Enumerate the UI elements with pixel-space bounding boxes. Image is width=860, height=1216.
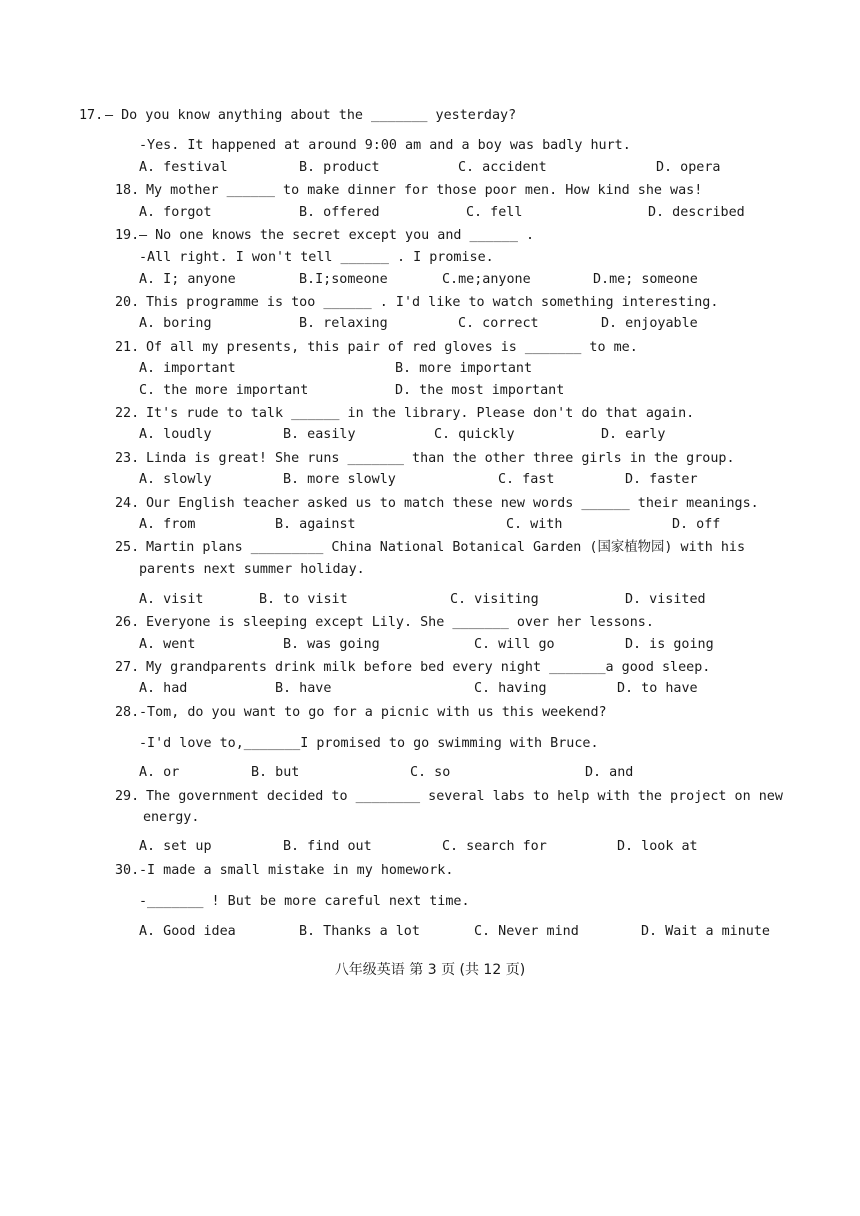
question-number: 18. [115,183,140,198]
option-c: C. search for [442,839,547,854]
question-text: -I'd love to,_______I promised to go swimming with Bruce. [139,736,599,751]
option-d: D. faster [625,472,698,487]
option-d: D. to have [617,681,698,696]
option-d: D. and [585,765,634,780]
option-a: A. boring [139,316,212,331]
option-c: C. fast [498,472,555,487]
option-b: B. relaxing [299,316,388,331]
question-text: — Do you know anything about the _______ yesterday? [105,108,517,123]
question-text: Linda is great! She runs _______ than the other three girls in the group. [146,451,735,466]
option-b: B. offered [299,205,380,220]
option-c: C.me;anyone [442,272,531,287]
option-b: B. Thanks a lot [299,924,420,939]
option-c: C. will go [474,637,555,652]
question-text: -All right. I won't tell ______ . I promise. [139,250,494,265]
option-a: A. went [139,637,196,652]
page-footer: 八年级英语 第 3 页 (共 12 页) [334,962,526,978]
question-text: Martin plans _________ China National Botanical Garden (国家植物园) with his [146,540,746,555]
option-c: C. accident [458,160,547,175]
question-number: 25. [115,540,140,555]
option-c: C. fell [466,205,523,220]
option-d: D. early [601,427,666,442]
option-d: D. visited [625,592,706,607]
question-number: 21. [115,340,140,355]
question-text: — No one knows the secret except you and ______ . [139,228,535,243]
option-b: B. product [299,160,380,175]
question-text: My mother ______ to make dinner for those poor men. How kind she was! [146,183,703,198]
option-b: B. more slowly [283,472,396,487]
question-text: -I made a small mistake in my homework. [139,863,454,878]
question-number: 20. [115,295,140,310]
option-b: B. more important [395,361,533,376]
option-d: D. the most important [395,383,565,398]
option-a: A. I; anyone [139,272,236,287]
option-a: A. loudly [139,427,212,442]
option-a: A. important [139,361,236,376]
option-c: C. visiting [450,592,539,607]
question-number: 28. [115,705,140,720]
option-c: C. having [474,681,547,696]
option-c: C. so [410,765,451,780]
option-b: B.I;someone [299,272,388,287]
question-text: Our English teacher asked us to match these new words ______ their meanings. [146,496,759,511]
option-d: D. off [672,517,721,532]
question-number: 30. [115,863,140,878]
option-b: B. against [275,517,356,532]
option-b: B. but [251,765,300,780]
option-d: D. is going [625,637,714,652]
option-a: A. slowly [139,472,212,487]
option-b: B. have [275,681,332,696]
question-number: 23. [115,451,140,466]
option-d: D. opera [656,160,721,175]
question-text: parents next summer holiday. [139,562,365,577]
option-d: D. described [648,205,745,220]
question-text: energy. [143,810,200,825]
question-text: The government decided to ________ several labs to help with the project on new [146,789,783,804]
question-number: 22. [115,406,140,421]
question-text: Everyone is sleeping except Lily. She _______ over her lessons. [146,615,654,630]
option-b: B. was going [283,637,380,652]
option-c: C. quickly [434,427,515,442]
option-c: C. correct [458,316,539,331]
question-number: 29. [115,789,140,804]
question-text: My grandparents drink milk before bed every night _______a good sleep. [146,660,711,675]
question-number: 27. [115,660,140,675]
option-b: B. easily [283,427,356,442]
option-b: B. find out [283,839,372,854]
option-a: A. forgot [139,205,212,220]
question-text: It's rude to talk ______ in the library. Please don't do that again. [146,406,695,421]
option-a: A. Good idea [139,924,236,939]
question-text: This programme is too ______ . I'd like to watch something interesting. [146,295,719,310]
question-number: 24. [115,496,140,511]
option-d: D. enjoyable [601,316,698,331]
option-a: A. set up [139,839,212,854]
question-text: Of all my presents, this pair of red gloves is _______ to me. [146,340,638,355]
question-number: 26. [115,615,140,630]
option-d: D.me; someone [593,272,698,287]
option-a: A. festival [139,160,228,175]
option-b: B. to visit [259,592,348,607]
option-c: C. Never mind [474,924,579,939]
question-number: 17. [79,108,104,123]
option-a: A. or [139,765,180,780]
option-c: C. with [506,517,563,532]
option-d: D. look at [617,839,698,854]
option-a: A. had [139,681,188,696]
question-number: 19. [115,228,140,243]
option-a: A. from [139,517,196,532]
option-c: C. the more important [139,383,309,398]
option-d: D. Wait a minute [641,924,770,939]
question-text: -_______ ! But be more careful next time. [139,894,470,909]
option-a: A. visit [139,592,204,607]
question-text: -Tom, do you want to go for a picnic with us this weekend? [139,705,607,720]
question-text: -Yes. It happened at around 9:00 am and a boy was badly hurt. [139,138,631,153]
